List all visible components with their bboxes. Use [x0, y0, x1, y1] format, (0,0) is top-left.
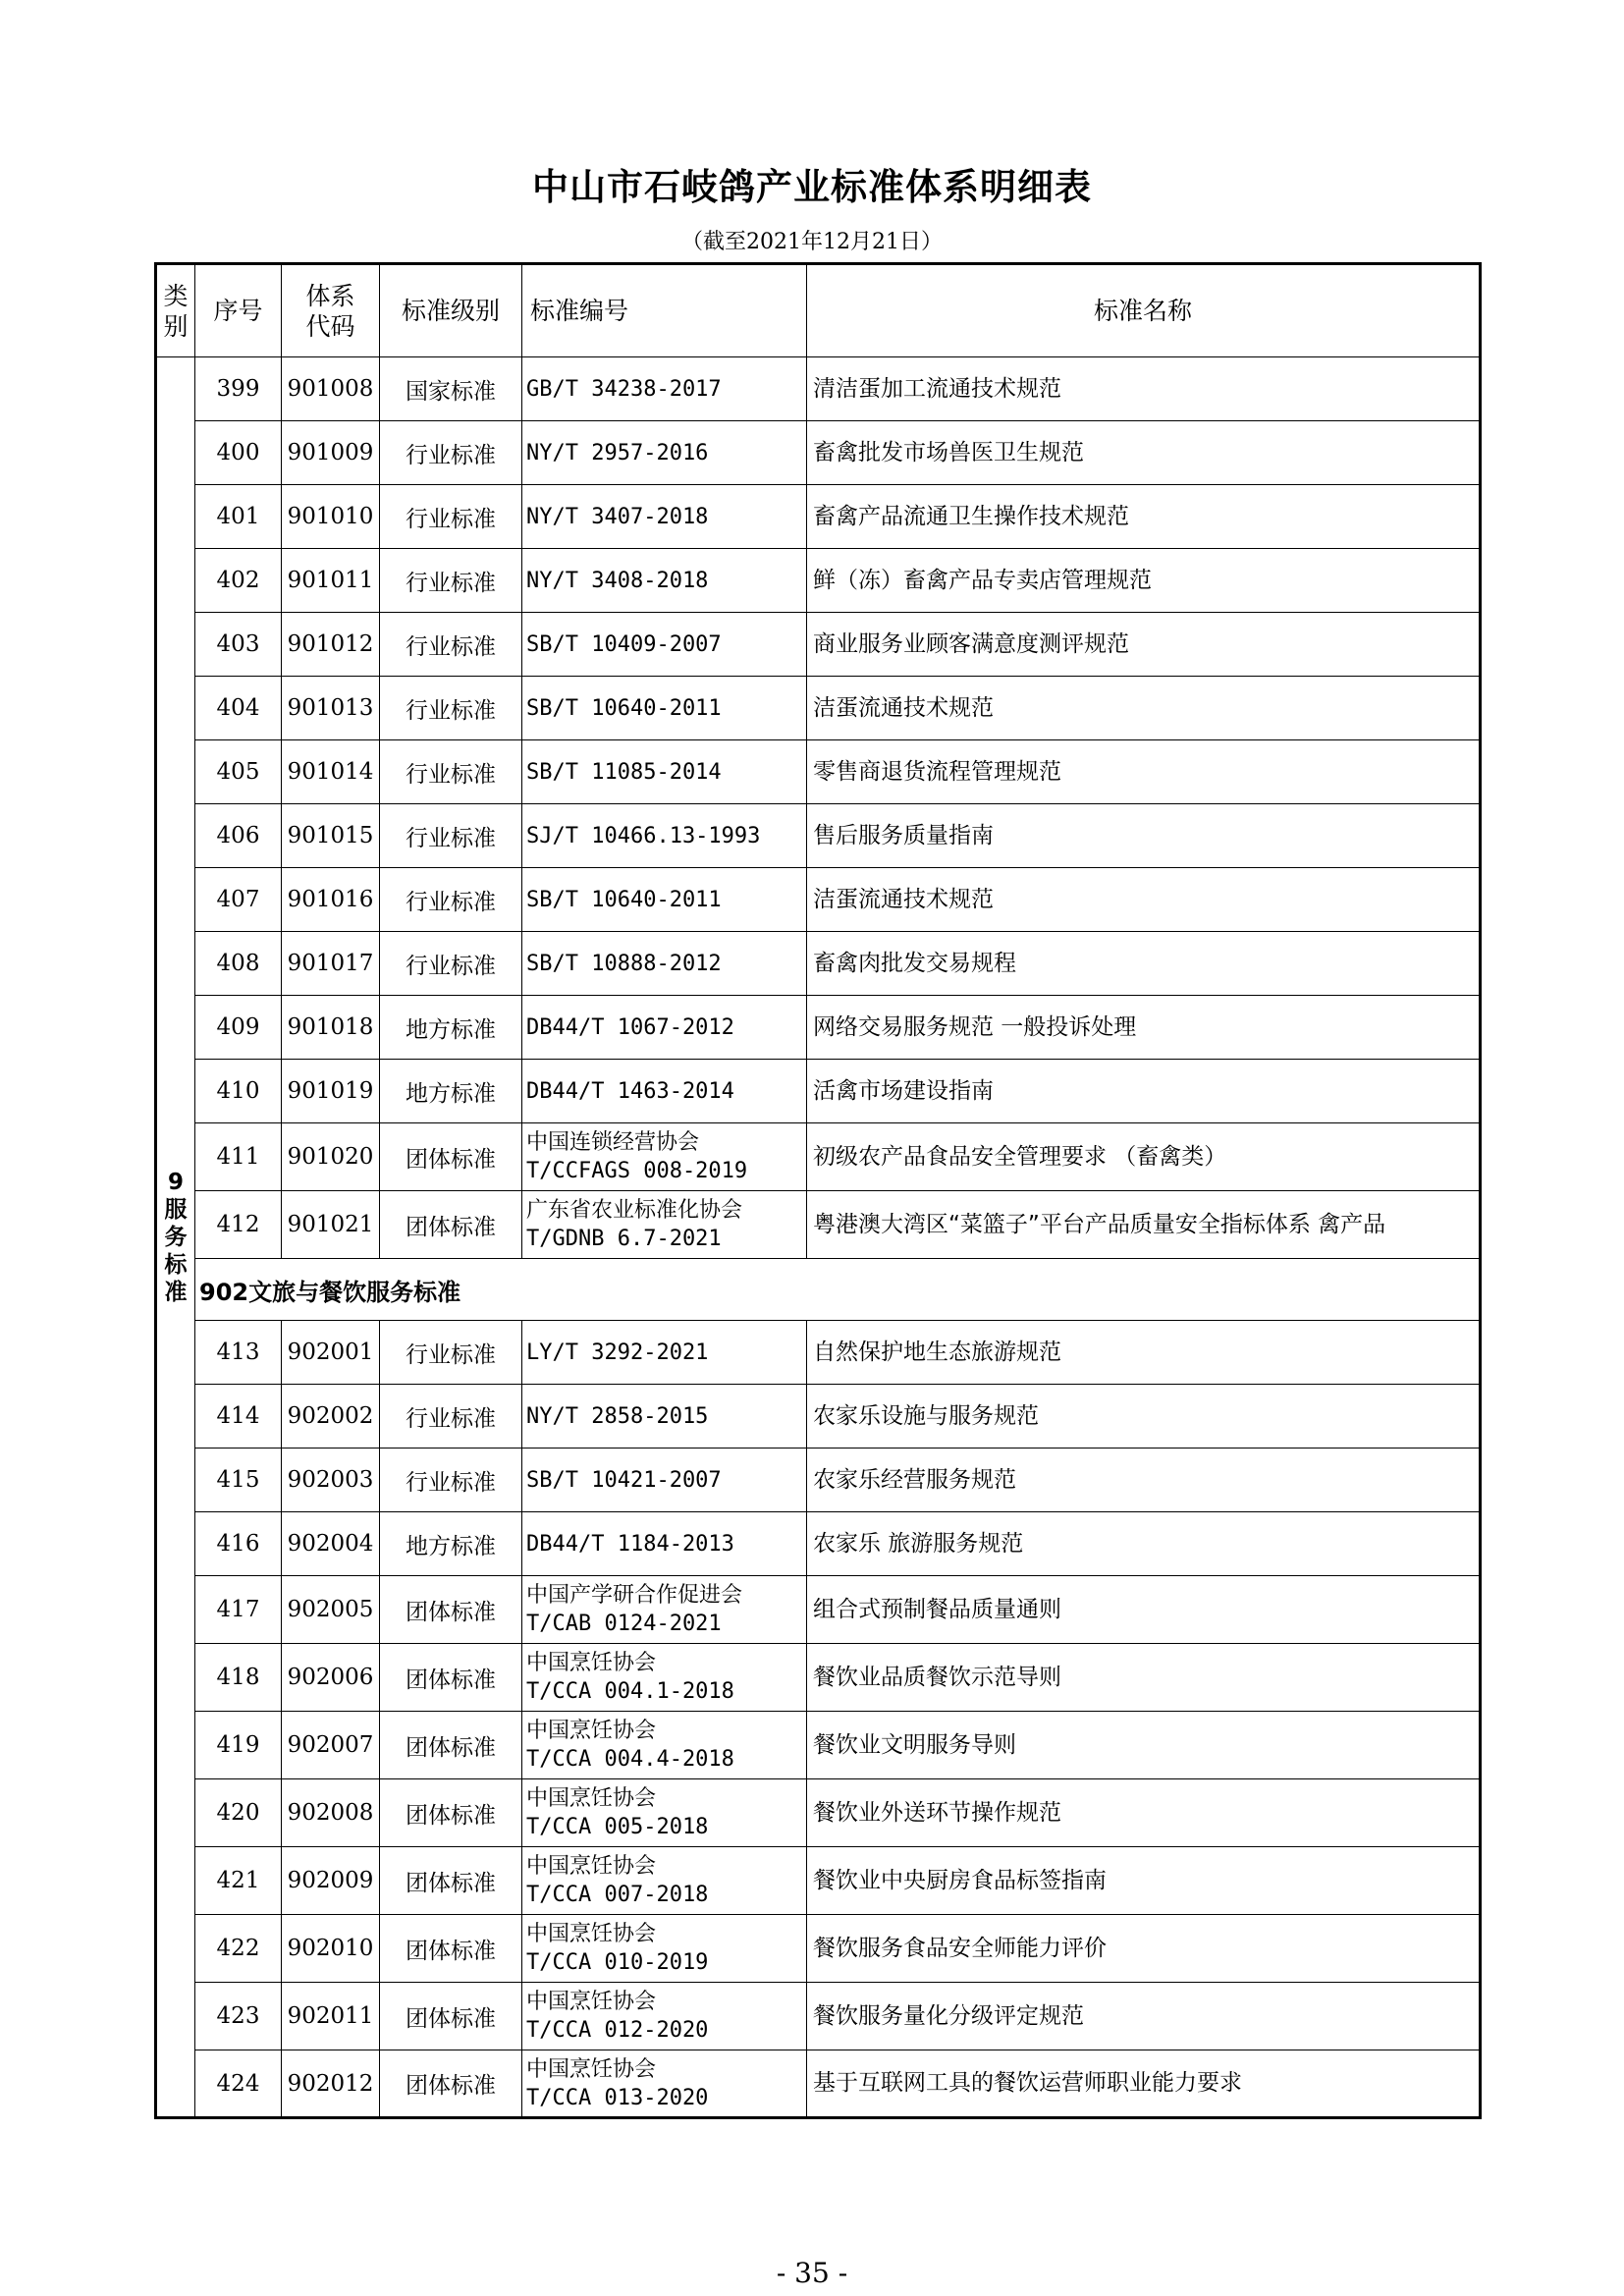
issuing-org: 中国烹饪协会 [526, 1990, 657, 2014]
header-level: 标准级别 [380, 264, 522, 357]
seq-cell: 411 [195, 1123, 282, 1191]
standard-code: T/CCA 004.1-2018 [526, 1679, 734, 1704]
standard-code: NY/T 3407-2018 [526, 504, 709, 529]
standard-name-cell: 组合式预制餐品质量通则 [807, 1576, 1481, 1644]
code-cell [522, 613, 807, 677]
level-cell: 行业标准 [380, 677, 522, 740]
seq-cell: 418 [195, 1644, 282, 1712]
table-row [156, 1644, 1481, 1712]
standard-name-cell: 零售商退货流程管理规范 [807, 740, 1481, 804]
standard-name-cell: 基于互联网工具的餐饮运营师职业能力要求 [807, 2050, 1481, 2118]
seq-cell: 412 [195, 1191, 282, 1259]
standard-code: NY/T 3408-2018 [526, 568, 709, 593]
code-cell [522, 740, 807, 804]
header-category: 类别 [156, 264, 195, 357]
code-cell [522, 1321, 807, 1385]
issuing-org: 中国烹饪协会 [526, 2056, 657, 2082]
level-cell: 行业标准 [380, 421, 522, 485]
level-cell: 团体标准 [380, 1644, 522, 1712]
table-row [156, 1449, 1481, 1512]
issuing-org: 中国烹饪协会 [526, 1922, 657, 1946]
seq-cell: 410 [195, 1060, 282, 1123]
level-cell: 行业标准 [380, 1321, 522, 1385]
table-row [156, 357, 1481, 421]
level-cell: 行业标准 [380, 1385, 522, 1449]
sys-code-cell: 902010 [282, 1915, 380, 1983]
standard-name-cell: 粤港澳大湾区“菜篮子”平台产品质量安全指标体系 禽产品 [807, 1191, 1481, 1259]
standard-code: SJ/T 10466.13-1993 [526, 823, 761, 848]
sys-code-cell: 901021 [282, 1191, 380, 1259]
seq-cell: 422 [195, 1915, 282, 1983]
page-title: 中山市石岐鸽产业标准体系明细表 [532, 166, 1092, 208]
sys-code-cell: 902011 [282, 1983, 380, 2050]
seq-cell: 409 [195, 996, 282, 1060]
level-cell: 行业标准 [380, 1449, 522, 1512]
sys-code-cell: 902012 [282, 2050, 380, 2118]
table-row [156, 1847, 1481, 1915]
code-cell [522, 1576, 807, 1644]
code-cell [522, 1644, 807, 1712]
category-cell [156, 357, 195, 2118]
code-cell [522, 1123, 807, 1191]
table-row [156, 549, 1481, 613]
level-cell: 团体标准 [380, 1915, 522, 1983]
sys-code-cell: 902007 [282, 1712, 380, 1779]
standard-code: NY/T 2858-2015 [526, 1403, 709, 1429]
sys-code-cell: 901017 [282, 932, 380, 996]
standard-code: T/CCA 007-2018 [526, 1883, 709, 1907]
standard-name-cell: 餐饮服务量化分级评定规范 [807, 1983, 1481, 2050]
seq-cell: 399 [195, 357, 282, 421]
seq-cell: 413 [195, 1321, 282, 1385]
code-cell [522, 1847, 807, 1915]
level-cell: 团体标准 [380, 1123, 522, 1191]
standard-name-cell: 初级农产品食品安全管理要求 （畜禽类） [807, 1123, 1481, 1191]
code-cell [522, 996, 807, 1060]
sys-code-cell: 901008 [282, 357, 380, 421]
standard-code: SB/T 10888-2012 [526, 951, 722, 976]
seq-cell: 408 [195, 932, 282, 996]
standard-name-cell: 餐饮业中央厨房食品标签指南 [807, 1847, 1481, 1915]
standard-name-cell: 畜禽产品流通卫生操作技术规范 [807, 485, 1481, 549]
standard-name-cell: 商业服务业顾客满意度测评规范 [807, 613, 1481, 677]
standard-code: SB/T 10640-2011 [526, 695, 722, 721]
table-row [156, 1983, 1481, 2050]
seq-cell: 415 [195, 1449, 282, 1512]
sys-code-cell: 902009 [282, 1847, 380, 1915]
level-cell: 行业标准 [380, 932, 522, 996]
sys-code-cell: 901018 [282, 996, 380, 1060]
table-row [156, 485, 1481, 549]
sys-code-cell: 901012 [282, 613, 380, 677]
level-cell: 行业标准 [380, 868, 522, 932]
seq-cell: 407 [195, 868, 282, 932]
standard-name-cell: 农家乐经营服务规范 [807, 1449, 1481, 1512]
seq-cell: 421 [195, 1847, 282, 1915]
table-row [156, 1712, 1481, 1779]
code-cell [522, 549, 807, 613]
standard-code: T/CCA 013-2020 [526, 2085, 709, 2110]
issuing-org: 中国烹饪协会 [526, 1786, 657, 1811]
seq-cell: 420 [195, 1779, 282, 1847]
seq-cell: 404 [195, 677, 282, 740]
standard-code: T/GDNB 6.7-2021 [526, 1227, 722, 1251]
level-cell: 地方标准 [380, 1060, 522, 1123]
seq-cell: 416 [195, 1512, 282, 1576]
standard-name-cell: 餐饮业品质餐饮示范导则 [807, 1644, 1481, 1712]
page-subtitle: （截至2021年12月21日） [681, 230, 943, 254]
standard-code: T/CCA 010-2019 [526, 1950, 709, 1975]
standard-name-cell: 畜禽肉批发交易规程 [807, 932, 1481, 996]
sys-code-cell: 901020 [282, 1123, 380, 1191]
seq-cell: 401 [195, 485, 282, 549]
level-cell: 行业标准 [380, 613, 522, 677]
code-cell [522, 1060, 807, 1123]
code-cell [522, 868, 807, 932]
table-row [156, 677, 1481, 740]
table-row [156, 1321, 1481, 1385]
table-row [156, 996, 1481, 1060]
standard-name-cell: 清洁蛋加工流通技术规范 [807, 357, 1481, 421]
table-row [156, 868, 1481, 932]
header-name: 标准名称 [807, 264, 1481, 357]
standard-code: T/CCFAGS 008-2019 [526, 1159, 748, 1183]
code-cell [522, 1512, 807, 1576]
standard-code: SB/T 11085-2014 [526, 759, 722, 785]
seq-cell: 419 [195, 1712, 282, 1779]
issuing-org: 中国产学研合作促进会 [526, 1583, 743, 1608]
level-cell: 团体标准 [380, 1576, 522, 1644]
standard-name-cell: 餐饮业文明服务导则 [807, 1712, 1481, 1779]
code-cell [522, 1191, 807, 1259]
code-cell [522, 1712, 807, 1779]
seq-cell: 423 [195, 1983, 282, 2050]
code-cell [522, 804, 807, 868]
table-row [156, 1512, 1481, 1576]
sys-code-cell: 902003 [282, 1449, 380, 1512]
standard-code: NY/T 2957-2016 [526, 440, 709, 465]
table-row [156, 1060, 1481, 1123]
seq-cell: 406 [195, 804, 282, 868]
page-number: - 35 - [776, 2257, 848, 2289]
standard-code: DB44/T 1067-2012 [526, 1014, 734, 1040]
table-row [156, 1191, 1481, 1259]
issuing-org: 广东省农业标准化协会 [526, 1198, 743, 1223]
code-cell [522, 677, 807, 740]
header-code: 标准编号 [522, 264, 807, 357]
level-cell: 团体标准 [380, 1191, 522, 1259]
standard-code: T/CCA 012-2020 [526, 2018, 709, 2043]
standard-code: SB/T 10640-2011 [526, 887, 722, 912]
seq-cell: 403 [195, 613, 282, 677]
header-seq: 序号 [195, 264, 282, 357]
sys-code-cell: 902005 [282, 1576, 380, 1644]
sys-code-cell: 901016 [282, 868, 380, 932]
sys-code-cell: 901013 [282, 677, 380, 740]
code-cell [522, 485, 807, 549]
level-cell: 团体标准 [380, 1847, 522, 1915]
standard-name-cell: 畜禽批发市场兽医卫生规范 [807, 421, 1481, 485]
code-cell [522, 1449, 807, 1512]
seq-cell: 400 [195, 421, 282, 485]
header-sys-code: 体系代码 [282, 264, 380, 357]
sys-code-cell: 902008 [282, 1779, 380, 1847]
level-cell: 团体标准 [380, 2050, 522, 2118]
table-row [156, 1915, 1481, 1983]
standard-name-cell: 餐饮服务食品安全师能力评价 [807, 1915, 1481, 1983]
seq-cell: 424 [195, 2050, 282, 2118]
table-row [156, 1123, 1481, 1191]
level-cell: 团体标准 [380, 1712, 522, 1779]
issuing-org: 中国烹饪协会 [526, 1651, 657, 1675]
sys-code-cell: 901019 [282, 1060, 380, 1123]
level-cell: 团体标准 [380, 1779, 522, 1847]
sys-code-cell: 901015 [282, 804, 380, 868]
level-cell: 团体标准 [380, 1983, 522, 2050]
table-row [156, 932, 1481, 996]
table-body-901 [156, 357, 1481, 2118]
table-header-row [156, 264, 1481, 357]
standard-name-cell: 餐饮业外送环节操作规范 [807, 1779, 1481, 1847]
code-cell [522, 357, 807, 421]
standard-code: T/CCA 004.4-2018 [526, 1747, 734, 1772]
sys-code-cell: 901010 [282, 485, 380, 549]
level-cell: 行业标准 [380, 549, 522, 613]
standard-name-cell: 洁蛋流通技术规范 [807, 677, 1481, 740]
table-row [156, 804, 1481, 868]
code-cell [522, 2050, 807, 2118]
seq-cell: 405 [195, 740, 282, 804]
sys-code-cell: 901014 [282, 740, 380, 804]
sys-code-cell: 902004 [282, 1512, 380, 1576]
standard-code: T/CAB 0124-2021 [526, 1612, 722, 1636]
code-cell [522, 1385, 807, 1449]
sys-code-cell: 902001 [282, 1321, 380, 1385]
code-cell [522, 932, 807, 996]
table-row [156, 1576, 1481, 1644]
standard-name-cell: 鲜（冻）畜禽产品专卖店管理规范 [807, 549, 1481, 613]
code-cell [522, 1779, 807, 1847]
standard-code: DB44/T 1184-2013 [526, 1531, 734, 1557]
sys-code-cell: 902002 [282, 1385, 380, 1449]
issuing-org: 中国烹饪协会 [526, 1719, 657, 1743]
standard-name-cell: 农家乐 旅游服务规范 [807, 1512, 1481, 1576]
seq-cell: 402 [195, 549, 282, 613]
standard-code: GB/T 34238-2017 [526, 376, 722, 402]
standard-code: SB/T 10421-2007 [526, 1467, 722, 1493]
seq-cell: 417 [195, 1576, 282, 1644]
seq-cell: 414 [195, 1385, 282, 1449]
table-row [156, 1779, 1481, 1847]
issuing-org: 中国烹饪协会 [526, 1854, 657, 1879]
issuing-org: 中国连锁经营协会 [526, 1130, 700, 1155]
standards-table [154, 262, 1482, 2119]
table-row [156, 613, 1481, 677]
level-cell: 国家标准 [380, 357, 522, 421]
code-cell [522, 421, 807, 485]
sys-code-cell: 902006 [282, 1644, 380, 1712]
standard-name-cell: 网络交易服务规范 一般投诉处理 [807, 996, 1481, 1060]
section-row [156, 1259, 1481, 1321]
table-row [156, 421, 1481, 485]
sys-code-cell: 901011 [282, 549, 380, 613]
standard-name-cell: 活禽市场建设指南 [807, 1060, 1481, 1123]
section-title: 902文旅与餐饮服务标准 [195, 1259, 1481, 1321]
code-cell [522, 1915, 807, 1983]
standard-name-cell: 售后服务质量指南 [807, 804, 1481, 868]
sys-code-cell: 901009 [282, 421, 380, 485]
level-cell: 地方标准 [380, 1512, 522, 1576]
standard-code: DB44/T 1463-2014 [526, 1078, 734, 1104]
level-cell: 行业标准 [380, 804, 522, 868]
table-row [156, 1385, 1481, 1449]
level-cell: 行业标准 [380, 740, 522, 804]
standard-code: SB/T 10409-2007 [526, 631, 722, 657]
standard-code: LY/T 3292-2021 [526, 1339, 709, 1365]
code-cell [522, 1983, 807, 2050]
table-row [156, 740, 1481, 804]
category-label: 9服务标准 [164, 1169, 188, 1305]
standard-code: T/CCA 005-2018 [526, 1815, 709, 1839]
level-cell: 行业标准 [380, 485, 522, 549]
table-row [156, 2050, 1481, 2118]
standard-name-cell: 自然保护地生态旅游规范 [807, 1321, 1481, 1385]
standard-name-cell: 洁蛋流通技术规范 [807, 868, 1481, 932]
level-cell: 地方标准 [380, 996, 522, 1060]
standard-name-cell: 农家乐设施与服务规范 [807, 1385, 1481, 1449]
